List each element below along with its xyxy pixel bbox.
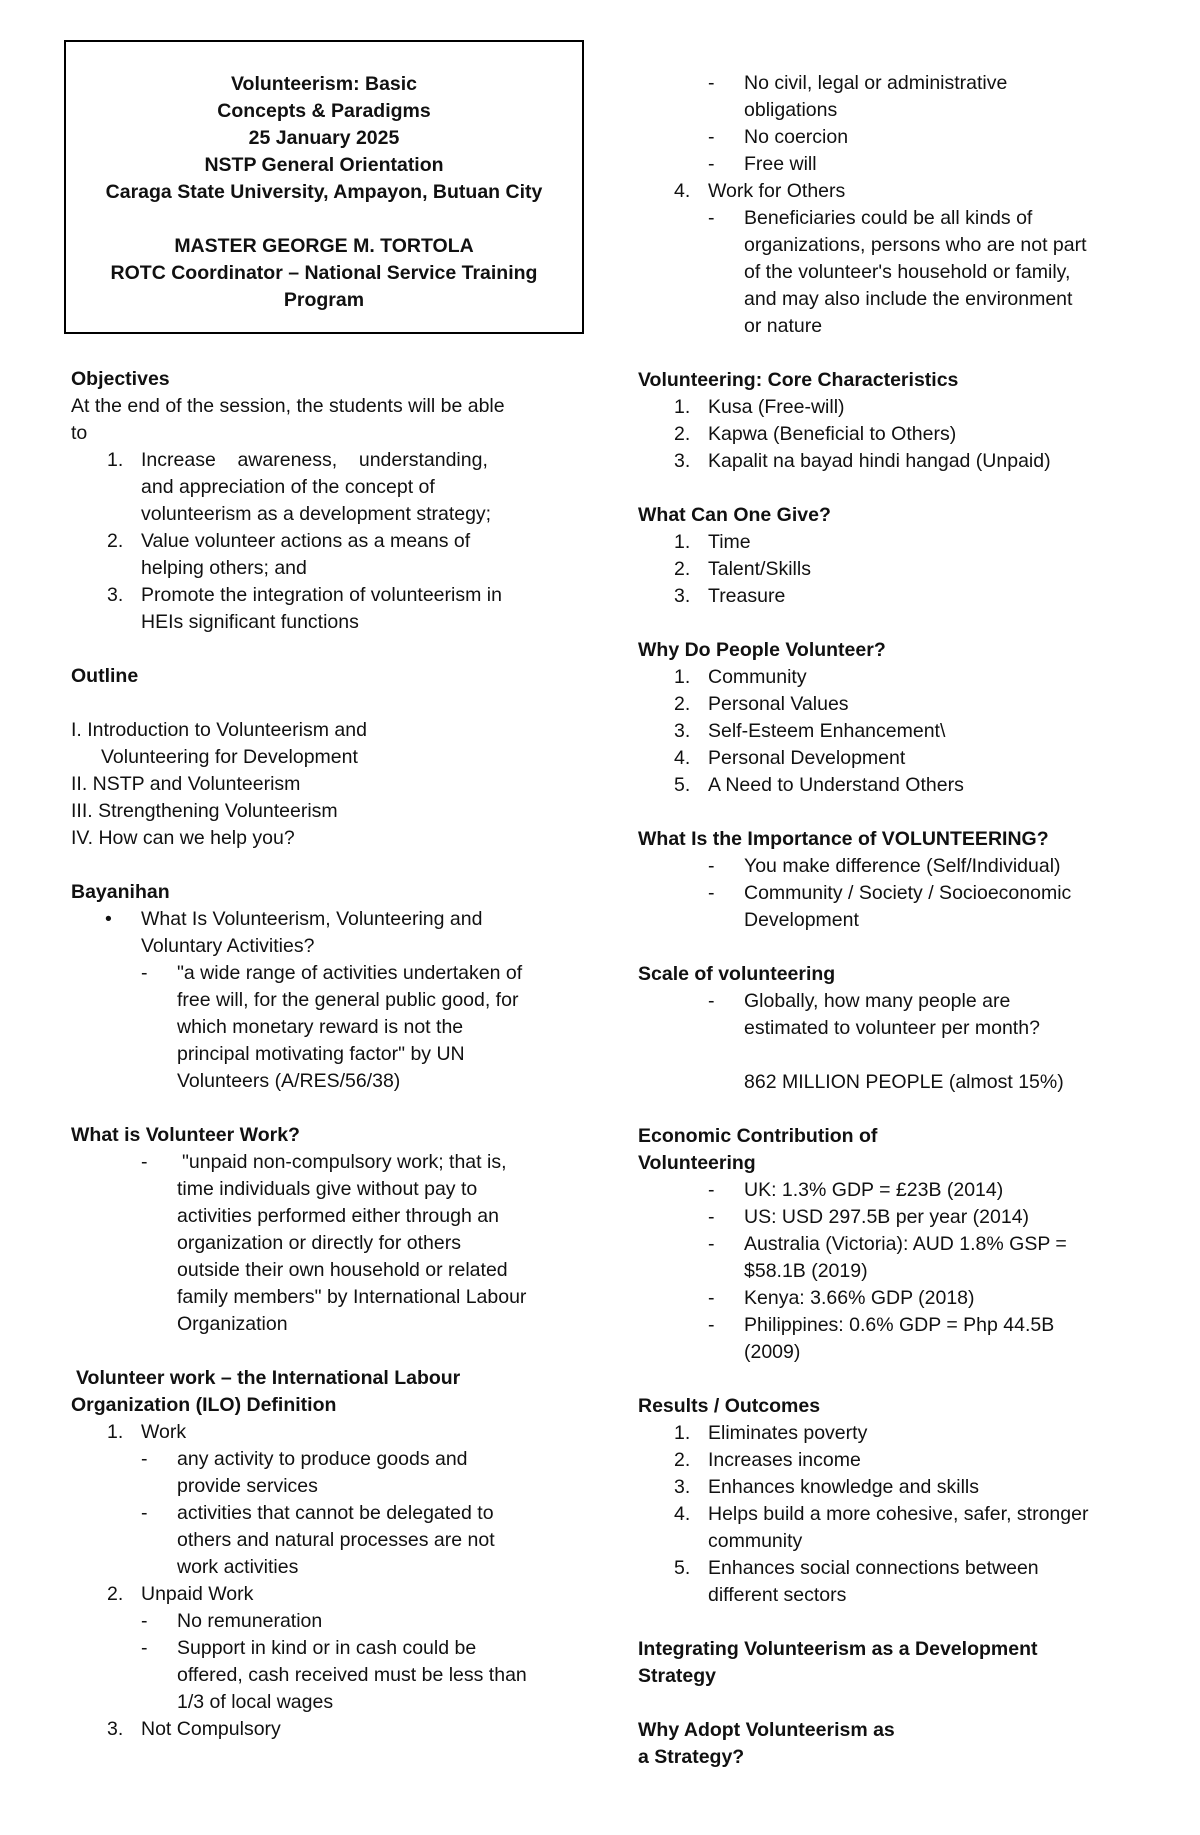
outline-item: Volunteering for Development [101,746,358,768]
objectives-intro: to [71,422,88,444]
dash-icon: - [141,1610,148,1632]
ilo-sub-item: - No civil, legal or administrative obligations [708,72,1008,121]
importance-item: - Community / Society / Socioeconomic Development [708,882,1072,931]
core-item: 2. Kapwa (Beneficial to Others) [674,423,957,445]
economic-item: - Australia (Victoria): AUD 1.8% GSP = $58.1B (2019) [708,1233,1067,1282]
economic-item: - US: USD 297.5B per year (2014) [638,1204,1143,1231]
objectives-heading: Objectives [71,368,170,390]
speaker-role: ROTC Coordinator – National Service Training [110,262,538,284]
title-line: Volunteerism: Basic [230,73,418,95]
result-item: 2. Increases income [674,1449,861,1471]
why-item: 3. Self-Esteem Enhancement\ [674,720,946,742]
dash-icon: - [708,126,715,148]
economic-item: - Kenya: 3.66% GDP (2018) [638,1285,1143,1312]
bullet-icon: • [105,908,112,930]
dash-icon: - [708,1287,715,1309]
dash-icon: - [708,1179,715,1201]
speaker-role: Program [283,289,365,311]
dash-icon: - [708,855,715,877]
ilo-item: 1. Work [107,1421,187,1443]
importance-item: - You make difference (Self/Individual) [638,853,1143,880]
ilo-item: 4. Work for Others [674,180,846,202]
why-item: 2. Personal Values [674,693,849,715]
dash-icon: - [708,153,715,175]
outline-item: II. NSTP and Volunteerism [71,773,301,795]
dash-icon: - [708,72,715,94]
ilo-item: 2. Unpaid Work [107,1583,254,1605]
economic-item: - Philippines: 0.6% GDP = Php 44.5B (2009) [708,1314,1055,1363]
ilo-sub-item: - No coercion [638,124,1143,151]
outline-item: III. Strengthening Volunteerism [71,800,338,822]
give-item: 3. Treasure [674,585,786,607]
ilo-item: 3. Not Compulsory [107,1718,281,1740]
objective-item: 3. Promote the integration of volunteerism in HEIs significant functions [107,584,502,633]
volunteer-work-heading: What is Volunteer Work? [71,1124,300,1146]
why-heading: Why Do People Volunteer? [638,639,886,661]
ilo-sub-item: - Support in kind or in cash could be offered, cash received must be less than 1/3 of local wages [141,1637,527,1713]
scale-heading: Scale of volunteering [638,963,836,985]
ilo-heading: Volunteer work – the International Labour [76,1367,461,1389]
dash-icon: - [141,1502,148,1524]
quote-item: - "a wide range of activities undertaken of free will, for the general public good, for which monetary reward is not the principal motivating factor" by UN Volunteers (A/RES/56/38) [141,962,523,1092]
core-item: 1. Kusa (Free-will) [674,396,845,418]
dash-icon: - [708,1206,715,1228]
result-item: 4. Helps build a more cohesive, safer, stronger community [674,1503,1089,1552]
economic-heading: Volunteering [638,1152,756,1174]
dash-icon: - [708,1314,715,1336]
objectives-intro: At the end of the session, the students will be able [71,395,505,417]
integrating-heading: Strategy [638,1665,717,1687]
why-item: 1. Community [674,666,807,688]
adopt-heading: a Strategy? [638,1746,745,1768]
scale-answer: 862 MILLION PEOPLE (almost 15%) [744,1071,1064,1093]
importance-heading: What Is the Importance of VOLUNTEERING? [638,828,1049,850]
result-item: 3. Enhances knowledge and skills [674,1476,980,1498]
integrating-heading: Integrating Volunteerism as a Development [638,1638,1038,1660]
dash-icon: - [708,882,715,904]
title-date: 25 January 2025 [248,127,400,149]
dash-icon: - [141,1151,148,1173]
give-item: 1. Time [674,531,751,553]
dash-icon: - [141,1448,148,1470]
dash-icon: - [708,207,715,229]
objective-item: 1. Increase awareness, understanding, and appreciation of the concept of volunteerism as a development strategy; [107,449,492,525]
economic-heading: Economic Contribution of [638,1125,878,1147]
ilo-sub-item: - any activity to produce goods and provide services [141,1448,468,1497]
why-item: 5. A Need to Understand Others [674,774,964,796]
scale-item: - Globally, how many people are estimated to volunteer per month? 862 MILLION PEOPLE (almost 15%) [638,988,1143,1096]
result-item: 1. Eliminates poverty [674,1422,868,1444]
quote-item: - "unpaid non-compulsory work; that is, time individuals give without pay to activities performed either through an organization or directly for others outside their own household or related family members" by International Labour Organization [141,1151,527,1335]
dash-icon: - [141,962,148,984]
right-column [638,70,1143,1771]
left-column [71,366,586,1743]
title-event: NSTP General Orientation [204,154,444,176]
title-line: Concepts & Paradigms [217,100,431,122]
bullet-item: • What Is Volunteerism, Volunteering and Voluntary Activities? [105,908,483,957]
outline-item: I. Introduction to Volunteerism and [71,719,367,741]
title-box [64,40,584,334]
core-item: 3. Kapalit na bayad hindi hangad (Unpaid) [674,450,1051,472]
outline-item: IV. How can we help you? [71,827,295,849]
speaker-name: MASTER GEORGE M. TORTOLA [174,235,474,257]
objective-item: 2. Value volunteer actions as a means of helping others; and [107,530,471,579]
ilo-sub-item: - activities that cannot be delegated to others and natural processes are not work activities [141,1502,495,1578]
ilo-sub-item: - Free will [638,151,1143,178]
dash-icon: - [708,1233,715,1255]
adopt-heading: Why Adopt Volunteerism as [638,1719,895,1741]
dash-icon: - [708,990,715,1012]
bayanihan-heading: Bayanihan [71,881,170,903]
ilo-sub-item: - Beneficiaries could be all kinds of organizations, persons who are not part of the volunteer's household or family, and may also include the environment or nature [708,207,1087,337]
ilo-heading: Organization (ILO) Definition [71,1394,337,1416]
why-item: 4. Personal Development [674,747,906,769]
title-venue: Caraga State University, Ampayon, Butuan City [105,181,543,203]
outline-heading: Outline [71,665,139,687]
ilo-sub-item: - No remuneration [71,1608,586,1635]
result-item: 5. Enhances social connections between different sectors [674,1557,1039,1606]
core-heading: Volunteering: Core Characteristics [638,369,959,391]
give-item: 2. Talent/Skills [674,558,811,580]
dash-icon: - [141,1637,148,1659]
results-heading: Results / Outcomes [638,1395,821,1417]
economic-item: - UK: 1.3% GDP = £23B (2014) [638,1177,1143,1204]
give-heading: What Can One Give? [638,504,831,526]
